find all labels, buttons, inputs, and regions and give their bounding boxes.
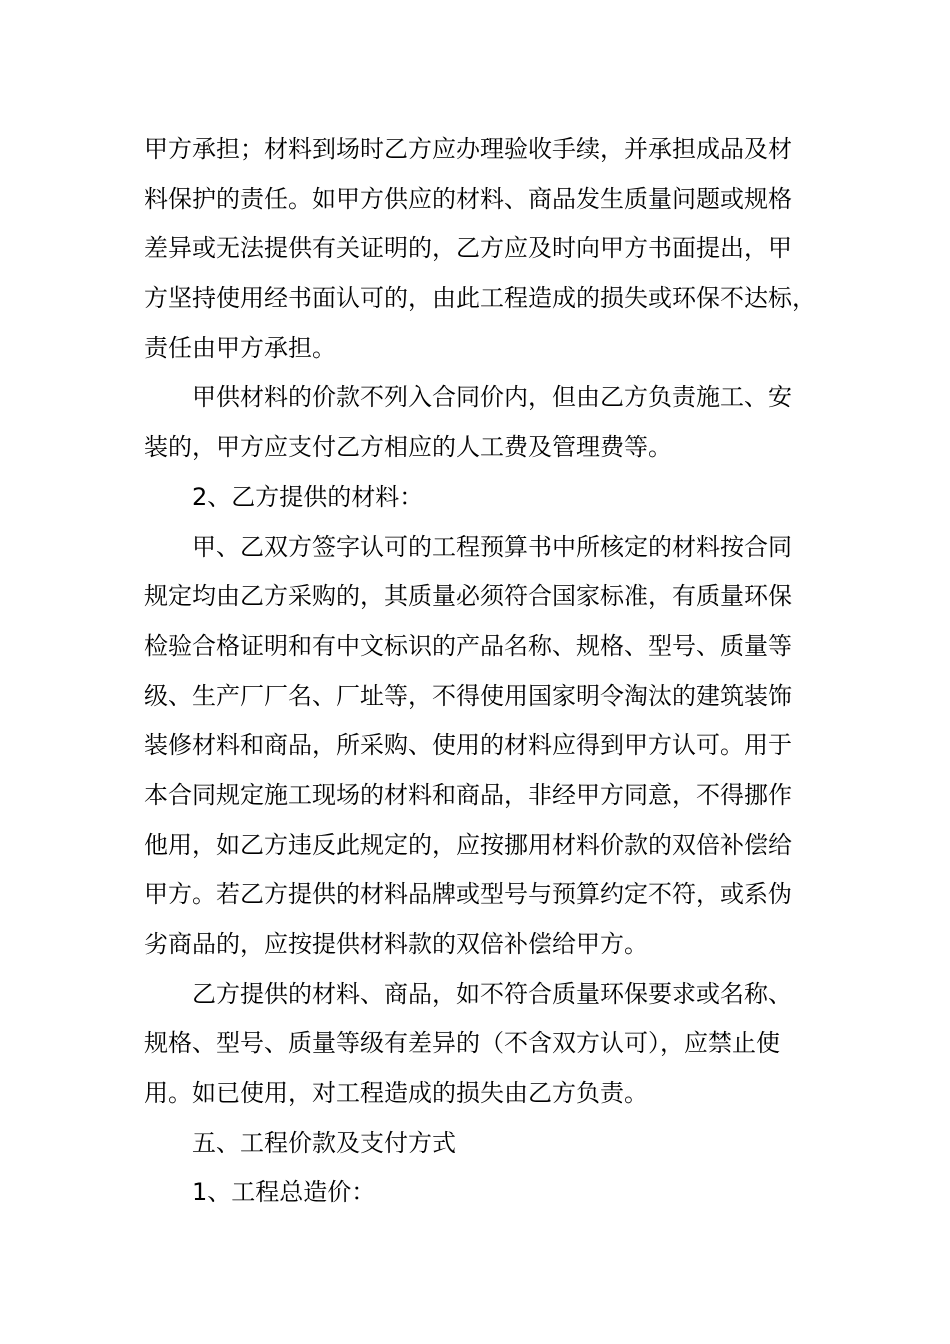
text-line: 甲方。若乙方提供的材料品牌或型号与预算约定不符，或系伪 <box>144 880 792 909</box>
section-heading: 五、工程价款及支付方式 <box>192 1128 456 1157</box>
paragraph-start-line: 甲供材料的价款不列入合同价内，但由乙方负责施工、安 <box>192 383 792 412</box>
text-line: 差异或无法提供有关证明的，乙方应及时向甲方书面提出，甲 <box>144 234 792 263</box>
text-line: 他用，如乙方违反此规定的，应按挪用材料价款的双倍补偿给 <box>144 830 792 859</box>
section-heading: 1、工程总造价： <box>192 1178 376 1207</box>
text-line: 用。如已使用，对工程造成的损失由乙方负责。 <box>144 1079 648 1108</box>
text-line: 本合同规定施工现场的材料和商品，非经甲方同意，不得挪作 <box>144 780 792 809</box>
document-body <box>144 125 814 1218</box>
text-line: 级、生产厂厂名、厂址等，不得使用国家明令淘汰的建筑装饰 <box>144 681 792 710</box>
text-line: 装修材料和商品，所采购、使用的材料应得到甲方认可。用于 <box>144 731 792 760</box>
text-line: 甲方承担；材料到场时乙方应办理验收手续，并承担成品及材 <box>144 135 792 163</box>
text-line: 规定均由乙方采购的，其质量必须符合国家标准，有质量环保 <box>144 582 792 611</box>
text-line: 方坚持使用经书面认可的，由此工程造成的损失或环保不达标， <box>144 284 816 313</box>
text-line: 规格、型号、质量等级有差异的（不含双方认可），应禁止使 <box>144 1029 780 1058</box>
text-line: 料保护的责任。如甲方供应的材料、商品发生质量问题或规格 <box>144 184 792 213</box>
text-line: 责任由甲方承担。 <box>144 333 336 362</box>
section-heading: 2、乙方提供的材料： <box>192 482 424 511</box>
text-line: 装的，甲方应支付乙方相应的人工费及管理费等。 <box>144 433 672 462</box>
text-line: 检验合格证明和有中文标识的产品名称、规格、型号、质量等 <box>144 631 792 660</box>
paragraph-start-line: 甲、乙双方签字认可的工程预算书中所核定的材料按合同 <box>192 532 792 561</box>
text-line: 劣商品的，应按提供材料款的双倍补偿给甲方。 <box>144 930 648 958</box>
paragraph-start-line: 乙方提供的材料、商品，如不符合质量环保要求或名称、 <box>192 979 792 1008</box>
